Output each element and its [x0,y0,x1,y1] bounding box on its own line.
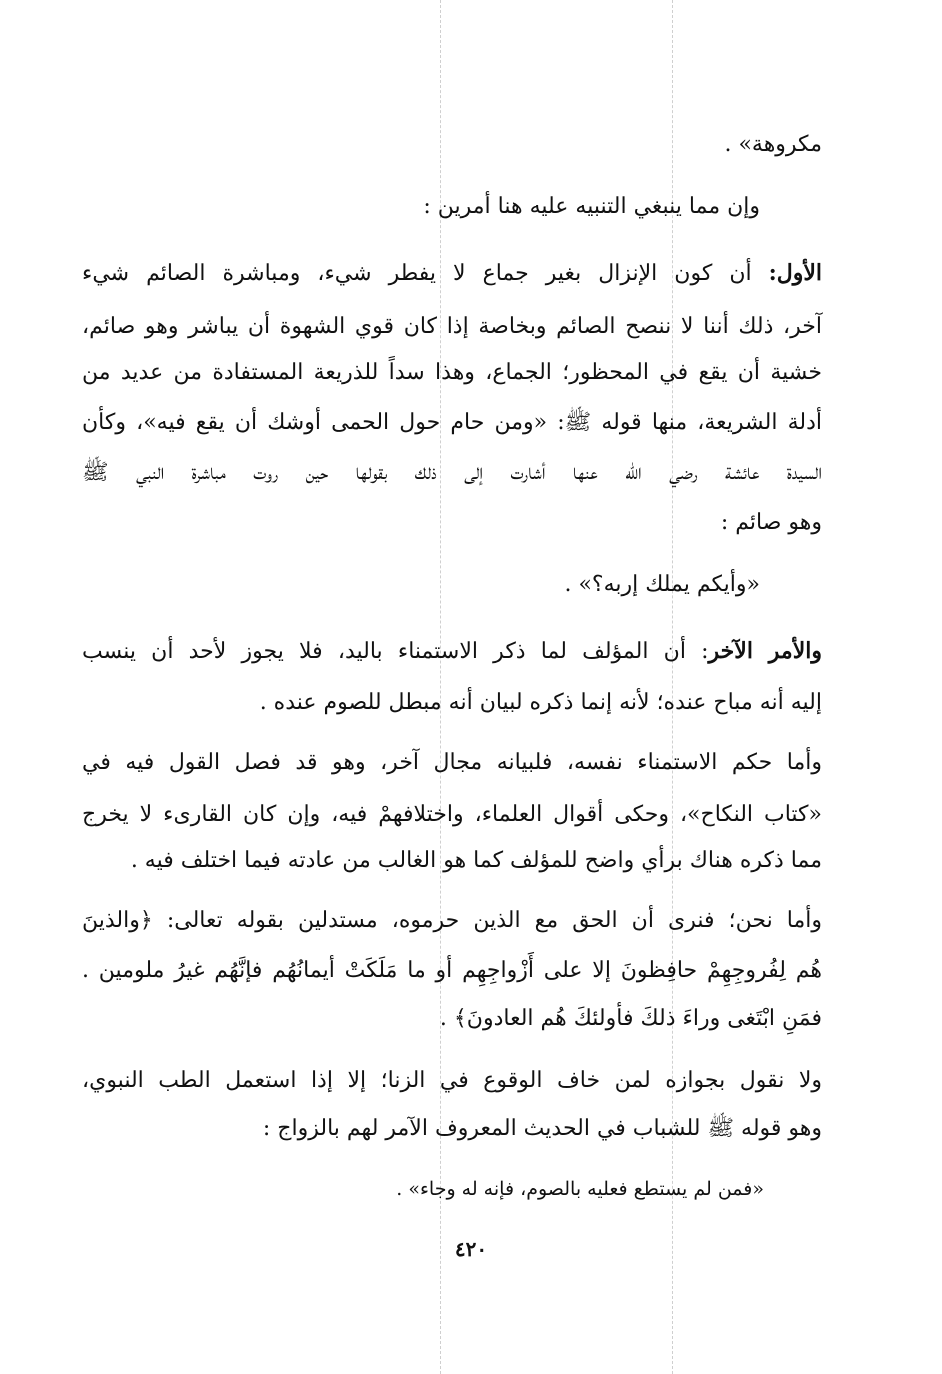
text-line: «كتاب النكاح»، وحكى أقوال العلماء، واختلافهمْ فيه، وإن كان القارىء لا يخرج [82,802,822,827]
text-line: وهو قوله ﷺ للشباب في الحديث المعروف الآمر لهم بالزواج : [262,1116,822,1141]
text-line-body: أن كون الإنزال بغير جماع لا يفطر شيء، ومباشرة الصائم شيء [82,261,769,286]
quran-verse-line: هُم لِفُروجِهِمْ حافِظونَ إلا على أَزْواجِهِم أو ما مَلَكَتْ أيمانُهُم فإنَّهُم غيرُ ملومين . [82,958,822,983]
hadith-quote: «فمن لم يستطع فعليه بالصوم، فإنه له وجاء» . [396,1178,764,1200]
text-line: أدلة الشريعة، منها قوله ﷺ: «ومن حام حول الحمى أوشك أن يقع فيه»، وكأن [82,410,822,435]
text-line: وهو صائم : [720,510,822,535]
text-line: ولا نقول بجوازه لمن خاف الوقوع في الزنا؛ إلا إذا استعمل الطب النبوي، [82,1068,822,1093]
text-line: وإن مما ينبغي التنبيه عليه هنا أمرين : [423,194,760,219]
text-line: وأما نحن؛ فنرى أن الحق مع الذين حرموه، مستدلين بقوله تعالى: ﴿والذينَ [82,908,822,933]
paragraph-lead-word: الأول: [768,260,822,286]
text-line-body: : أن المؤلف لما ذكر الاستمناء باليد، فلا يجوز لأحد أن ينسب [82,639,709,664]
text-line [82,254,822,293]
quran-verse-line: فمَنِ ابْتَغى وراءَ ذلكَ فأولئكَ هُم العادونَ﴾ . [439,1006,822,1031]
text-line: وأما حكم الاستمناء نفسه، فلبيانه مجال آخر، وهو قد فصل القول فيه في [82,750,822,775]
paragraph-lead-word: والأمر الآخر [708,638,822,664]
text-line: إليه أنه مباح عنده؛ لأنه إنما ذكره لبيان أنه مبطل للصوم عنده . [259,690,822,715]
hadith-quote: «وأيكم يملك إربه؟» . [564,572,760,597]
text-line: مكروهة» . [724,132,822,157]
text-line [82,632,822,671]
text-line: خشية أن يقع في المحظور؛ الجماع، وهذا سداً للذريعة المستفادة من عديد من [82,360,822,385]
text-line: السيدة عائشة رضي الله عنها أشارت إلى ذلك بقولها حين روت مباشرة النبي ﷺ [82,460,822,485]
page-number: ٤٢٠ [454,1237,488,1261]
text-line: مما ذكره هناك برأي واضح للمؤلف كما هو الغالب من عادته فيما اختلف فيه . [130,848,822,873]
text-line: آخر، ذلك أننا لا ننصح الصائم وبخاصة إذا كان قوي الشهوة أن يباشر وهو صائم، [82,314,822,339]
